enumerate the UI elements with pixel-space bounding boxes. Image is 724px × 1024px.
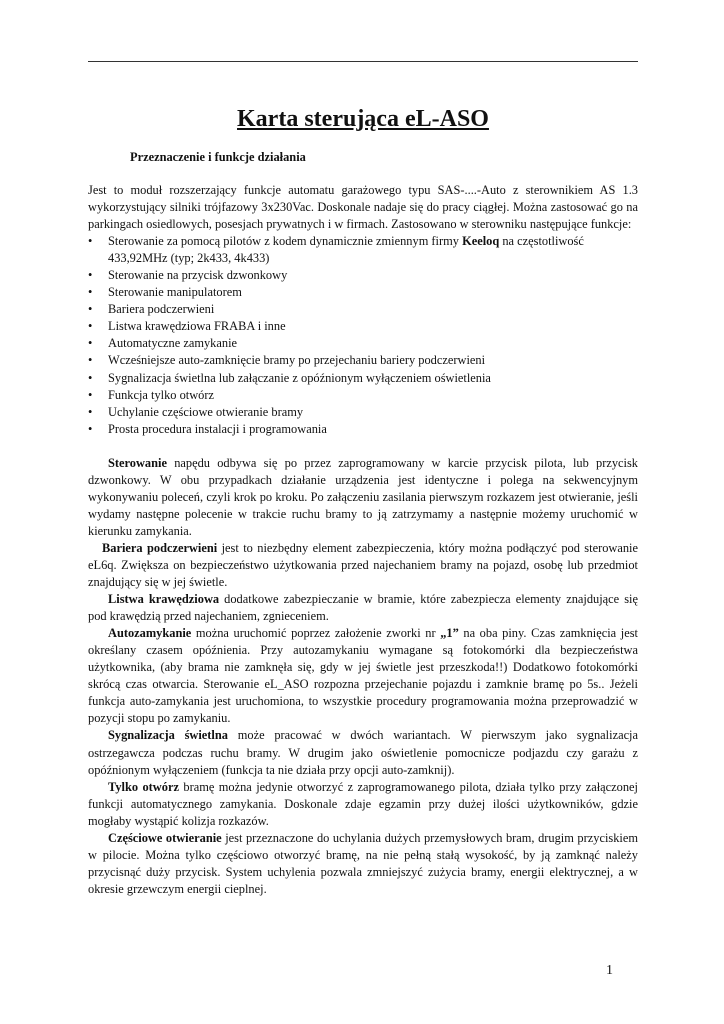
bullet-icon: • (88, 404, 93, 419)
section-term: Częściowe otwieranie (108, 830, 222, 845)
section-term: Sygnalizacja świetlna (108, 728, 228, 743)
section-term: Tylko otwórz (108, 779, 179, 794)
bullet-icon: • (88, 268, 93, 283)
section-term: Sterowanie (108, 455, 167, 470)
intro-text: Jest to moduł rozszerzający funkcje automatu garażowego typu SAS-....-Auto z sterownikiem AS 1.3 wykorzystujący silniki trójfazowy 3x230Vac. Doskonale nadaje się do pracy ciągłej. Można zastosować go na parkingach osiedlowych, posesjach prywatnych i w firmach. Zastosowano w sterowniku następujące funkcje: (88, 183, 638, 232)
section-tylko-otworz: Tylko otwórz bramę można jedynie otworzyć z zaprogramowanego pilota, działa tylko przy załączonej funkcji automatycznego zamykania. Doskonale zdaje egzamin przy dużej ilości użytkowników, gdzie mogłaby wystąpić kolizja rozkazów. (88, 779, 638, 828)
bullet-icon: • (88, 370, 93, 385)
bullet-icon: • (88, 285, 93, 300)
bullet-icon: • (88, 421, 93, 436)
section-term: Bariera podczerwieni (102, 540, 218, 555)
section-bariera: Bariera podczerwieni jest to niezbędny element zabezpieczenia, który można podłączyć pod sterowanie eL6q. Zwiększa on bezpieczeństwo użytkowania przed najechaniem bramy na pojazd, osobę lub przedmiot znajdujący się w jej świetle. (88, 540, 638, 590)
bullet-icon: • (88, 319, 93, 334)
list-item: • Bariera podczerwieni (88, 301, 638, 318)
section-listwa: Listwa krawędziowa dodatkowe zabezpieczanie w bramie, które zabezpiecza elementy znajdujące się pod krawędzią przed najechaniem, zgnieceniem. (88, 592, 639, 624)
list-item: • Sterowanie manipulatorem (88, 284, 638, 301)
bullet-icon: • (88, 353, 93, 368)
section-autozamykanie: Autozamykanie można uruchomić poprzez założenie zworki nr „1” na oba piny. Czas zamknięcia jest określany czasem opóźnienia. Przy autozamykaniu wymagane są fotokomórki dla bezpieczeństwa użytkownika, (aby brama nie zamknęła się, gdy w jej świetle jest przeszkoda!!) Dodatkowo fotokomórki skrócą czas otwarcia. Sterowanie eL_ASO rozpozna przejechanie pojazdu i zamknie bramę po 5s.. Jeżeli funkcja auto-zamykania jest uruchomiona, to wszystkie procedury programowania można przeprowadzić w pozycji stopu po zamykaniu. (88, 626, 638, 726)
section-czesciowe-otwieranie: Częściowe otwieranie jest przeznaczone do uchylania dużych przemysłowych bram, drugim przyciskiem w pilocie. Można tylko częściowo otworzyć bramę, na nie pełną stałą wysokość, by ją zamknąć należy przycisnąć duży przycisk. System uchylenia pozwala zmniejszyć zużycia bramy, energii elektrycznej, a w okresie grzewczym energii cieplnej. (88, 830, 638, 896)
list-item: • Prosta procedura instalacji i programowania (88, 421, 638, 438)
section-sterowanie: Sterowanie napędu odbywa się po przez zaprogramowany w karcie przycisk pilota, lub przycisk dzwonkowy. W obu przypadkach działanie urządzenia jest identyczne i polega na sekwencyjnym wykonywaniu poleceń, czyli krok po kroku. Po załączeniu zasilania pierwszym rozkazem jest otwieranie, jeśli wydamy następne polecenie w trakcie ruchu bramy to ją zatrzymamy a następnie możemy uruchomić w kierunku zamykania. (88, 455, 638, 538)
list-item: • Automatyczne zamykanie (88, 335, 638, 352)
bullet-icon: • (88, 302, 93, 317)
list-item: • Sterowanie za pomocą pilotów z kodem dynamicznie zmiennym firmy Keeloq na częstotliwość 433,92MHz (typ; 2k433, 4k433) (88, 234, 584, 266)
page-number: 1 (606, 963, 613, 978)
section-subtitle: Przeznaczenie i funkcje działania (130, 150, 306, 164)
section-term: Autozamykanie (108, 626, 192, 641)
list-item: • Sygnalizacja świetlna lub załączanie z opóźnionym wyłączeniem oświetlenia (88, 370, 638, 387)
section-sygnalizacja: Sygnalizacja świetlna może pracować w dwóch wariantach. W pierwszym jako sygnalizacja ostrzegawcza podczas ruchu bramy. W drugim jako oświetlenie pomocnicze podjazdu czy garażu z opóźnionym wyłączeniem (funkcja ta nie działa przy opcji auto-zamknij). (88, 728, 639, 777)
bullet-icon: • (88, 336, 93, 351)
list-item: • Wcześniejsze auto-zamknięcie bramy po przejechaniu bariery podczerwieni (88, 352, 638, 369)
bullet-icon: • (88, 234, 93, 249)
document-title: Karta sterująca eL-ASO (237, 106, 489, 132)
header-rule (88, 61, 638, 62)
list-item: • Sterowanie na przycisk dzwonkowy (88, 267, 638, 284)
bullet-icon: • (88, 387, 93, 402)
list-item: • Funkcja tylko otwórz (88, 387, 638, 404)
feature-list (88, 233, 638, 438)
document-page (88, 104, 638, 898)
intro-paragraph (88, 182, 638, 233)
list-item: • Listwa krawędziowa FRABA i inne (88, 318, 638, 335)
list-item: • Uchylanie częściowe otwieranie bramy (88, 404, 638, 421)
section-term: Listwa krawędziowa (108, 592, 220, 607)
